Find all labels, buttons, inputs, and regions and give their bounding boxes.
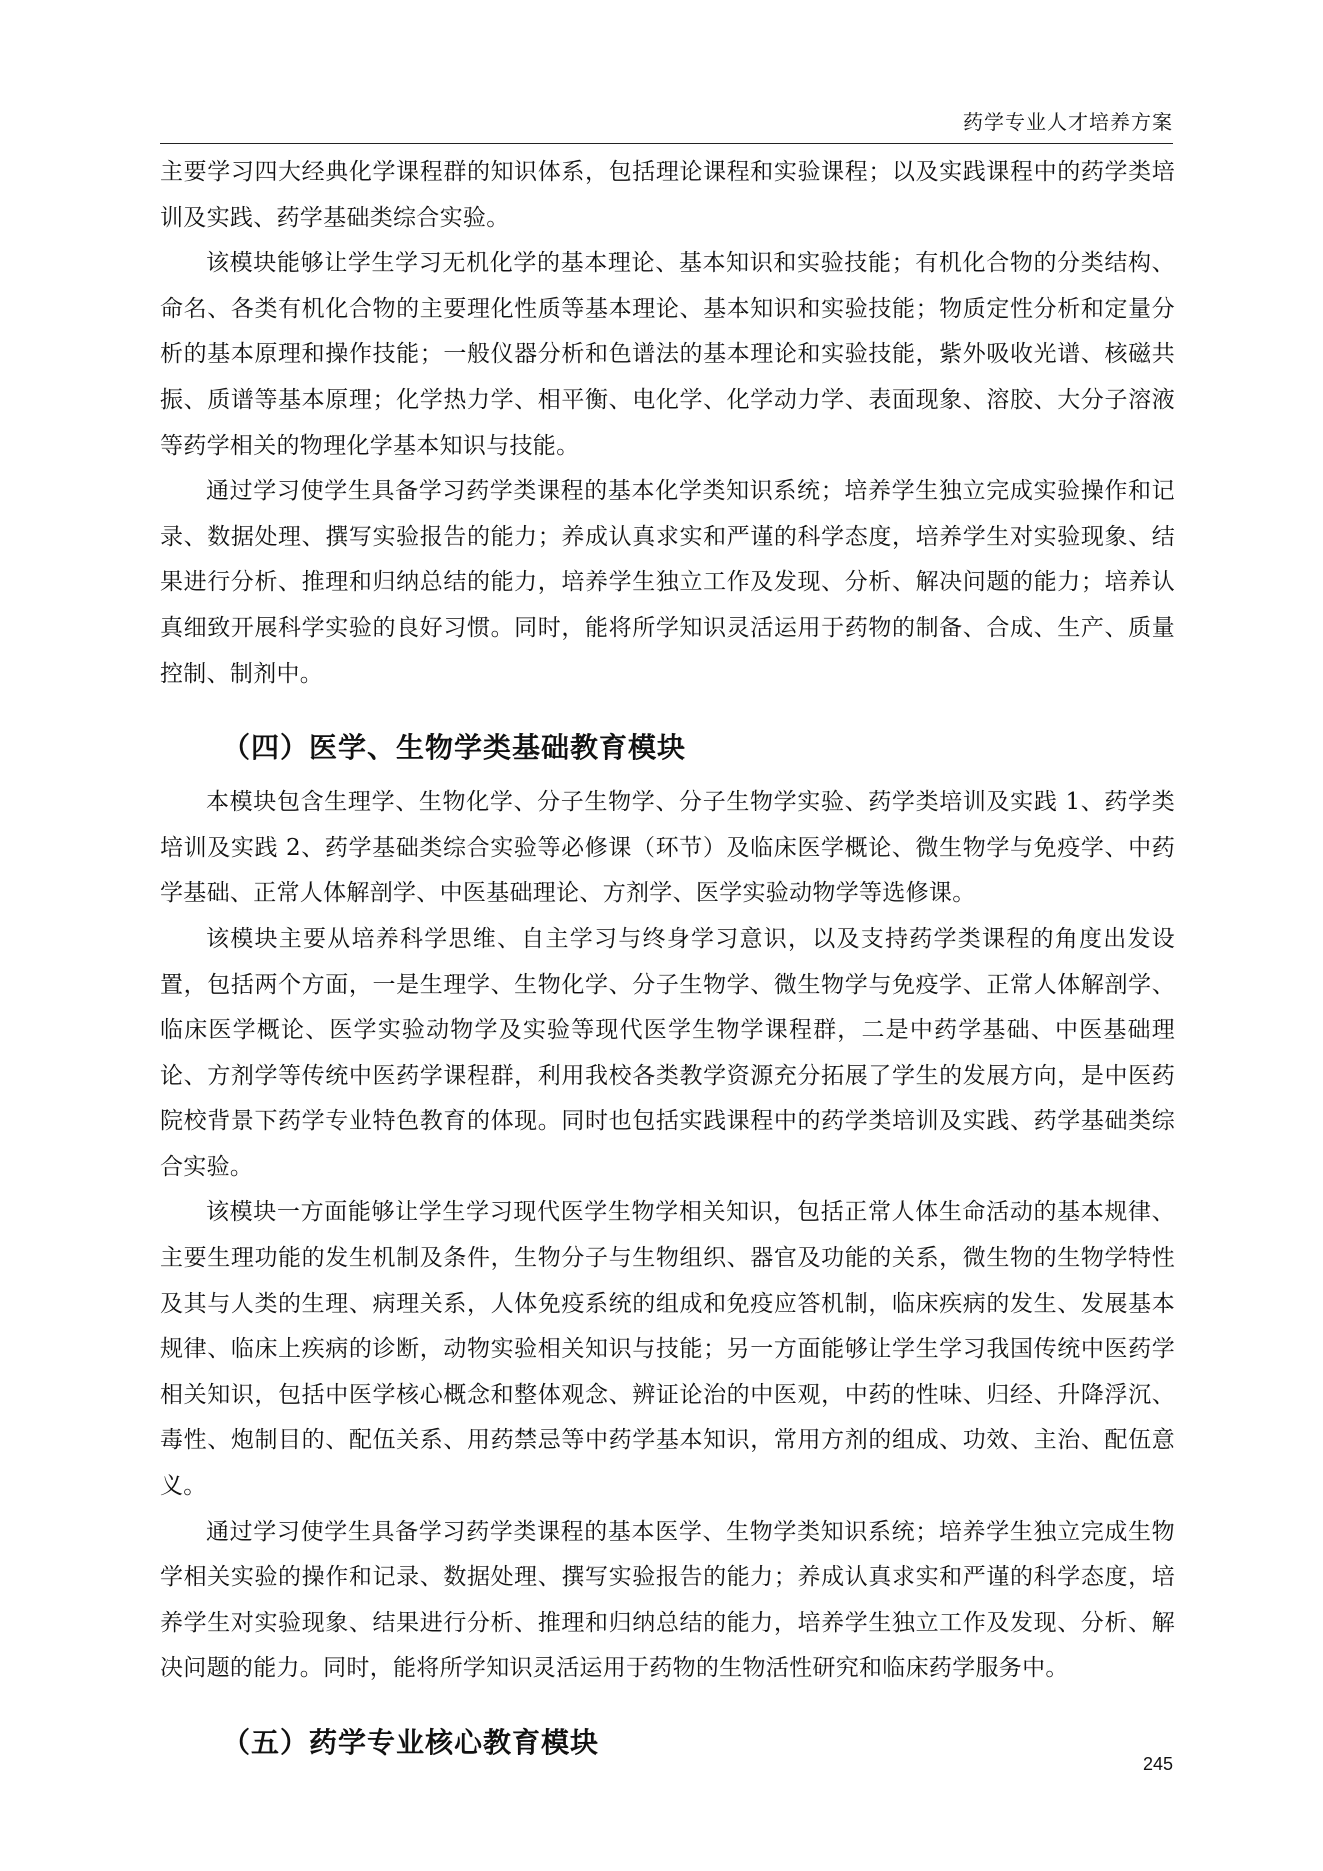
running-header: 药学专业人才培养方案 — [963, 110, 1173, 134]
section-heading-pharmacy-core-module: （五）药学专业核心教育模块 — [222, 1726, 600, 1759]
paragraph-module-chemistry-goals: 通过学习使学生具备学习药学类课程的基本化学类知识系统；培养学生独立完成实验操作和记录、数据处理、撰写实验报告的能力；养成认真求实和严谨的科学态度，培养学生对实验现象、结果进行分析、推理和归纳总结的能力，培养学生独立工作及发现、分析、解决问题的能力；培养认真细致开展科学实验的良好习惯。同时，能将所学知识灵活运用于药物的制备、合成、生产、质量控制、制剂中。 — [160, 478, 1175, 687]
paragraph-module-design: 该模块主要从培养科学思维、自主学习与终身学习意识，以及支持药学类课程的角度出发设置，包括两个方面，一是生理学、生物化学、分子生物学、微生物学与免疫学、正常人体解剖学、临床医学概论、医学实验动物学及实验等现代医学生物学课程群，二是中药学基础、中医基础理论、方剂学等传统中医药学课程群，利用我校各类教学资源充分拓展了学生的发展方向，是中医药院校背景下药学专业特色教育的体现。同时也包括实践课程中的药学类培训及实践、药学基础类综合实验。 — [160, 925, 1175, 1180]
header-divider — [160, 143, 1173, 144]
paragraph-module-knowledge: 该模块一方面能够让学生学习现代医学生物学相关知识，包括正常人体生命活动的基本规律、主要生理功能的发生机制及条件，生物分子与生物组织、器官及功能的关系，微生物的生物学特性及其与人类的生理、病理关系，人体免疫系统的组成和免疫应答机制，临床疾病的发生、发展基本规律、临床上疾病的诊断，动物实验相关知识与技能；另一方面能够让学生学习我国传统中医药学相关知识，包括中医学核心概念和整体观念、辨证论治的中医观，中药的性味、归经、升降浮沉、毒性、炮制目的、配伍关系、用药禁忌等中药学基本知识，常用方剂的组成、功效、主治、配伍意义。 — [160, 1199, 1175, 1500]
section-heading-medical-biology-module: （四）医学、生物学类基础教育模块 — [222, 731, 687, 765]
document-body — [160, 150, 1175, 1767]
paragraph-module-goals: 通过学习使学生具备学习药学类课程的基本医学、生物学类知识系统；培养学生独立完成生物学相关实验的操作和记录、数据处理、撰写实验报告的能力；养成认真求实和严谨的科学态度，培养学生对实验现象、结果进行分析、推理和归纳总结的能力，培养学生独立工作及发现、分析、解决问题的能力。同时，能将所学知识灵活运用于药物的生物活性研究和临床药学服务中。 — [160, 1518, 1175, 1682]
page-number: 245 — [1142, 1754, 1173, 1774]
paragraph-continued: 主要学习四大经典化学课程群的知识体系，包括理论课程和实验课程；以及实践课程中的药学类培训及实践、药学基础类综合实验。 — [160, 159, 1175, 231]
paragraph-module-chemistry-skills: 该模块能够让学生学习无机化学的基本理论、基本知识和实验技能；有机化合物的分类结构、命名、各类有机化合物的主要理化性质等基本理论、基本知识和实验技能；物质定性分析和定量分析的基本原理和操作技能；一般仪器分析和色谱法的基本理论和实验技能，紫外吸收光谱、核磁共振、质谱等基本原理；化学热力学、相平衡、电化学、化学动力学、表面现象、溶胶、大分子溶液等药学相关的物理化学基本知识与技能。 — [160, 250, 1175, 459]
paragraph-module-courses: 本模块包含生理学、生物化学、分子生物学、分子生物学实验、药学类培训及实践 1、药学类培训及实践 2、药学基础类综合实验等必修课（环节）及临床医学概论、微生物学与免疫学、中药学基础、正常人体解剖学、中医基础理论、方剂学、医学实验动物学等选修课。 — [160, 789, 1175, 907]
